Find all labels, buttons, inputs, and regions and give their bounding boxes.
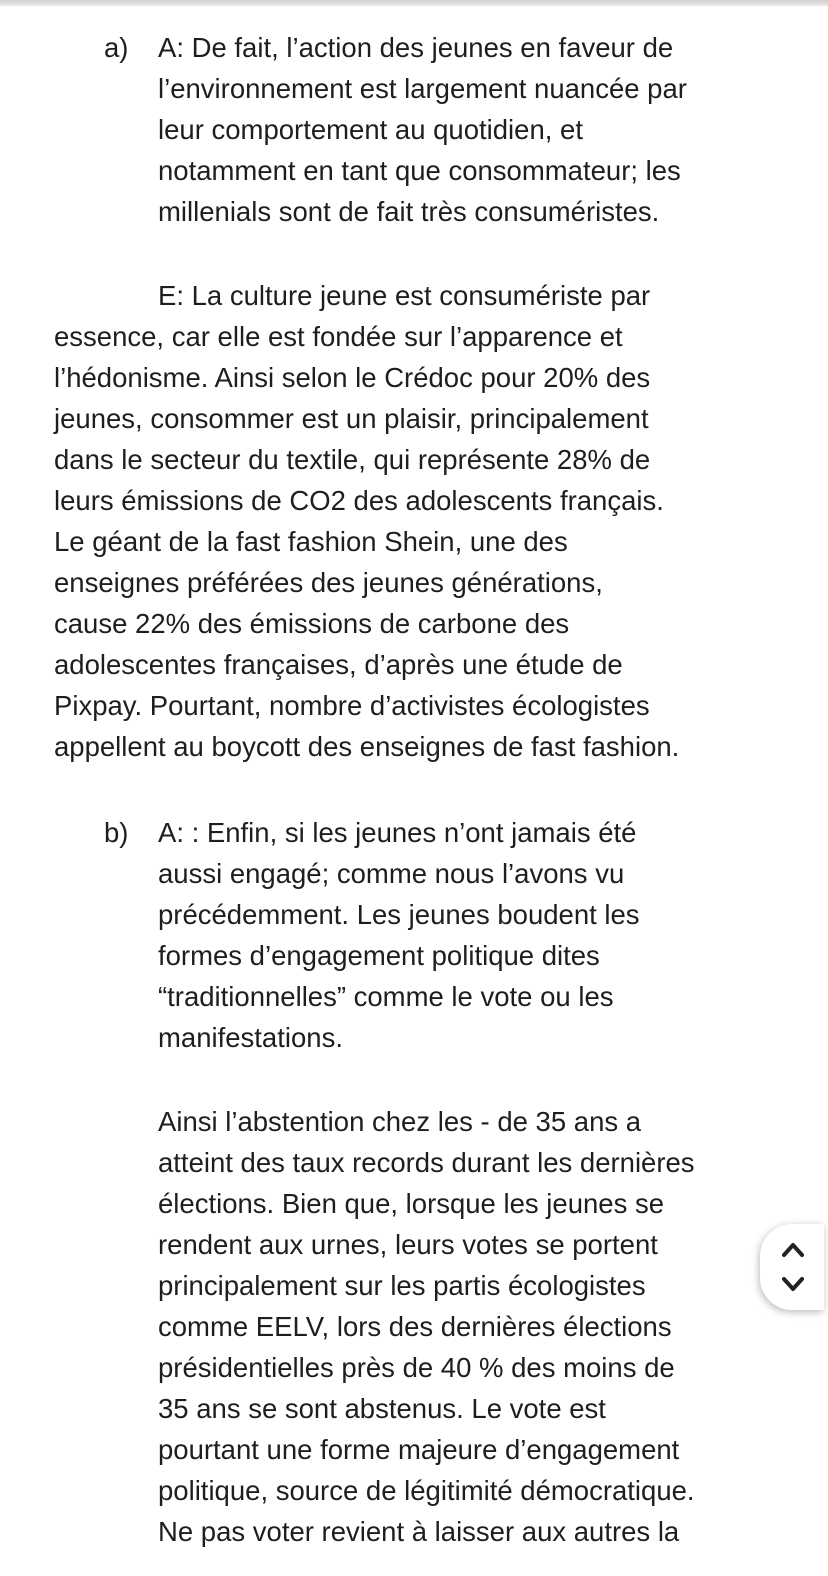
text-line: Ne pas voter revient à laisser aux autres la: [158, 1516, 680, 1547]
text-line: dans le secteur du textile, qui représente 28% de: [54, 444, 651, 475]
text-line: atteint des taux records durant les dernières: [158, 1147, 695, 1178]
previous-page-button[interactable]: [778, 1238, 808, 1262]
text-line: comme EELV, lors des dernières élections: [158, 1311, 672, 1342]
text-line: millenials sont de fait très consuméristes.: [158, 196, 660, 227]
chevron-up-icon: [778, 1238, 808, 1262]
list-marker-b: b): [104, 817, 129, 848]
text-line: pourtant une forme majeure d’engagement: [158, 1434, 680, 1465]
text-line: leurs émissions de CO2 des adolescents français.: [54, 485, 664, 516]
text-line: rendent aux urnes, leurs votes se portent: [158, 1229, 658, 1260]
list-marker-a: a): [104, 32, 129, 63]
text-line: principalement sur les partis écologistes: [158, 1270, 646, 1301]
next-page-button[interactable]: [778, 1272, 808, 1296]
text-line: politique, source de légitimité démocratique.: [158, 1475, 695, 1506]
text-line: essence, car elle est fondée sur l’apparence et: [54, 321, 623, 352]
text-line: “traditionnelles” comme le vote ou les: [158, 981, 614, 1012]
text-line: élections. Bien que, lorsque les jeunes se: [158, 1188, 665, 1219]
text-line: notamment en tant que consommateur; les: [158, 155, 681, 186]
text-line: leur comportement au quotidien, et: [158, 114, 583, 145]
text-line: cause 22% des émissions de carbone des: [54, 608, 570, 639]
text-line: aussi engagé; comme nous l’avons vu: [158, 858, 625, 889]
text-line: présidentielles près de 40 % des moins de: [158, 1352, 675, 1383]
text-line: appellent au boycott des enseignes de fast fashion.: [54, 731, 680, 762]
text-line: jeunes, consommer est un plaisir, principalement: [54, 403, 649, 434]
chevron-down-icon: [778, 1272, 808, 1296]
page-navigation-control: [760, 1224, 824, 1310]
text-line: manifestations.: [158, 1022, 343, 1053]
text-line: l’environnement est largement nuancée par: [158, 73, 687, 104]
text-line: enseignes préférées des jeunes générations,: [54, 567, 603, 598]
text-line: A: De fait, l’action des jeunes en faveur de: [158, 32, 674, 63]
text-line: A: : Enfin, si les jeunes n’ont jamais été: [158, 817, 637, 848]
text-line: adolescentes françaises, d’après une étude de: [54, 649, 623, 680]
text-line: précédemment. Les jeunes boudent les: [158, 899, 640, 930]
text-line: 35 ans se sont abstenus. Le vote est: [158, 1393, 606, 1424]
text-line: Pixpay. Pourtant, nombre d’activistes écologistes: [54, 690, 650, 721]
text-line: E: La culture jeune est consumériste par: [158, 280, 651, 311]
text-line: formes d’engagement politique dites: [158, 940, 600, 971]
text-line: Le géant de la fast fashion Shein, une des: [54, 526, 568, 557]
text-line: l’hédonisme. Ainsi selon le Crédoc pour 20% des: [54, 362, 651, 393]
text-line: Ainsi l’abstention chez les - de 35 ans a: [158, 1106, 642, 1137]
